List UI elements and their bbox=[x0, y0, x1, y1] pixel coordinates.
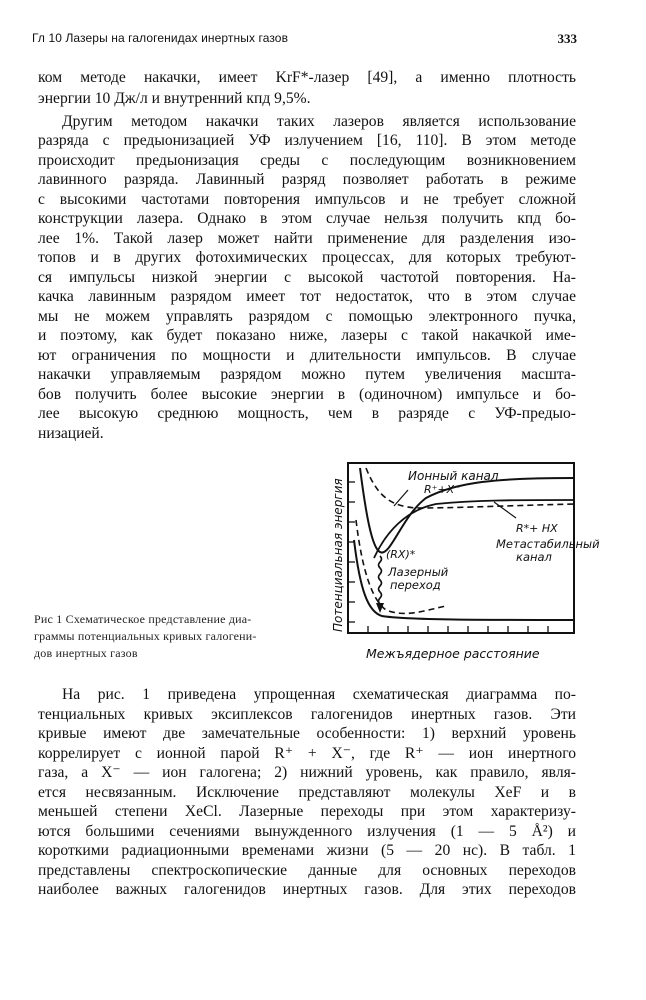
label-rhx: R*+ HX bbox=[516, 522, 558, 535]
text-line: кривые имеют две замечательные особенности: 1) верхний уровень bbox=[38, 725, 576, 742]
text-line: Другим методом накачки таких лазеров является использование bbox=[62, 113, 576, 130]
text-line: топов и в других фотохимических процессах, для которых требуют- bbox=[38, 249, 576, 266]
text-line: накачки управляемым разрядом можно путем увеличения масшта- bbox=[38, 366, 576, 383]
text-line: коррелирует с ионной парой R⁺ + X⁻, где R⁺ — ион инертного bbox=[38, 745, 576, 762]
y-axis-label: Потенциальная энергия bbox=[331, 478, 345, 632]
text-line: наиболее важных галогенидов инертных газов. Для этих переходов bbox=[38, 881, 576, 898]
label-ion-pair: R⁺+X⁻ bbox=[424, 483, 461, 496]
caption-line: Рис 1 Схематическое представление диа- bbox=[34, 612, 252, 626]
text-line: лее высокую среднюю мощность, чем в разряде с УФ-предыо- bbox=[38, 405, 576, 422]
text-line: качка лавинным разрядом имеет тот недостаток, что в этом случае bbox=[38, 288, 576, 305]
label-laser: Лазерный bbox=[388, 565, 449, 579]
potential-curves-diagram bbox=[316, 460, 600, 668]
label-metastable: Метастабильный bbox=[496, 537, 600, 551]
text-line: мы не можем управлять разрядом с помощью электронного пучка, bbox=[38, 308, 576, 325]
text-line: тенциальных кривых эксиплексов галогенидов инертных газов. Эти bbox=[38, 706, 576, 723]
text-line: низацией. bbox=[38, 425, 104, 442]
text-line: разряда с предыонизацией УФ излучением [16, 110]. В этом методе bbox=[38, 132, 576, 149]
x-axis-label: Межъядерное расстояние bbox=[366, 646, 540, 661]
text-line: ком методе накачки, имеет KrF*-лазер [49], а именно плотность bbox=[38, 69, 576, 86]
y-ticks bbox=[348, 482, 355, 622]
text-line: происходит предыонизация среды с последующим возникновением bbox=[38, 152, 576, 169]
text-line: представлены спектроскопические данные для основных переходов bbox=[38, 862, 576, 879]
text-line: короткими радиационными временами жизни (5 — 20 нс). В табл. 1 bbox=[38, 842, 576, 859]
page-number: 333 bbox=[557, 31, 577, 46]
x-ticks bbox=[368, 626, 548, 633]
text-line: лавинного разряда. Лавинный разряд позволяет работать в режиме bbox=[38, 171, 576, 188]
text-line: ются большими сечениями вынужденного излучения (1 — 5 Å²) и bbox=[38, 823, 576, 840]
laser-transition-arrow bbox=[379, 556, 382, 604]
caption-line: граммы потенциальных кривых галогени- bbox=[34, 629, 257, 643]
pointer-line bbox=[494, 502, 516, 518]
label-transition: переход bbox=[390, 578, 441, 592]
text-line: газа, а X⁻ — ион галогена; 2) нижний уровень, как правило, явля- bbox=[38, 764, 576, 781]
text-line: На рис. 1 приведена упрощенная схематическая диаграмма по- bbox=[62, 686, 576, 703]
text-line: конструкции лазера. Однако в этом случае нельзя получить кпд бо- bbox=[38, 210, 576, 227]
caption-line: дов инертных газов bbox=[34, 646, 138, 660]
label-channel: канал bbox=[516, 550, 552, 564]
text-line: ся импульсы низкой энергии с высокой частотой повторения. На- bbox=[38, 269, 576, 286]
text-line: лее 1%. Такой лазер может найти применение для разделения изо- bbox=[38, 230, 576, 247]
label-ion-channel: Ионный канал bbox=[408, 469, 499, 483]
text-line: с высокими частотами повторения импульсов и не требует сложной bbox=[38, 191, 576, 208]
text-line: ется несвязанным. Исключение представляют молекулы XeF и в bbox=[38, 784, 576, 801]
pointer-line bbox=[394, 490, 408, 506]
label-rx: (RX)* bbox=[386, 548, 416, 561]
text-line: ют ограничения по мощности и длительности импульсов. В случае bbox=[38, 347, 576, 364]
text-line: меньшей степени XeCl. Лазерные переходы при этом характеризу- bbox=[38, 803, 576, 820]
text-line: и поэтому, как будет показано ниже, лазеры с такой накачкой име- bbox=[38, 327, 576, 344]
text-line: бов получить более высокие энергии в (одиночном) импульсе и бо- bbox=[38, 386, 576, 403]
running-head bbox=[32, 31, 577, 51]
text-line: энергии 10 Дж/л и внутренний кпд 9,5%. bbox=[38, 90, 311, 107]
chapter-title: Гл 10 Лазеры на галогенидах инертных газов bbox=[32, 31, 289, 45]
